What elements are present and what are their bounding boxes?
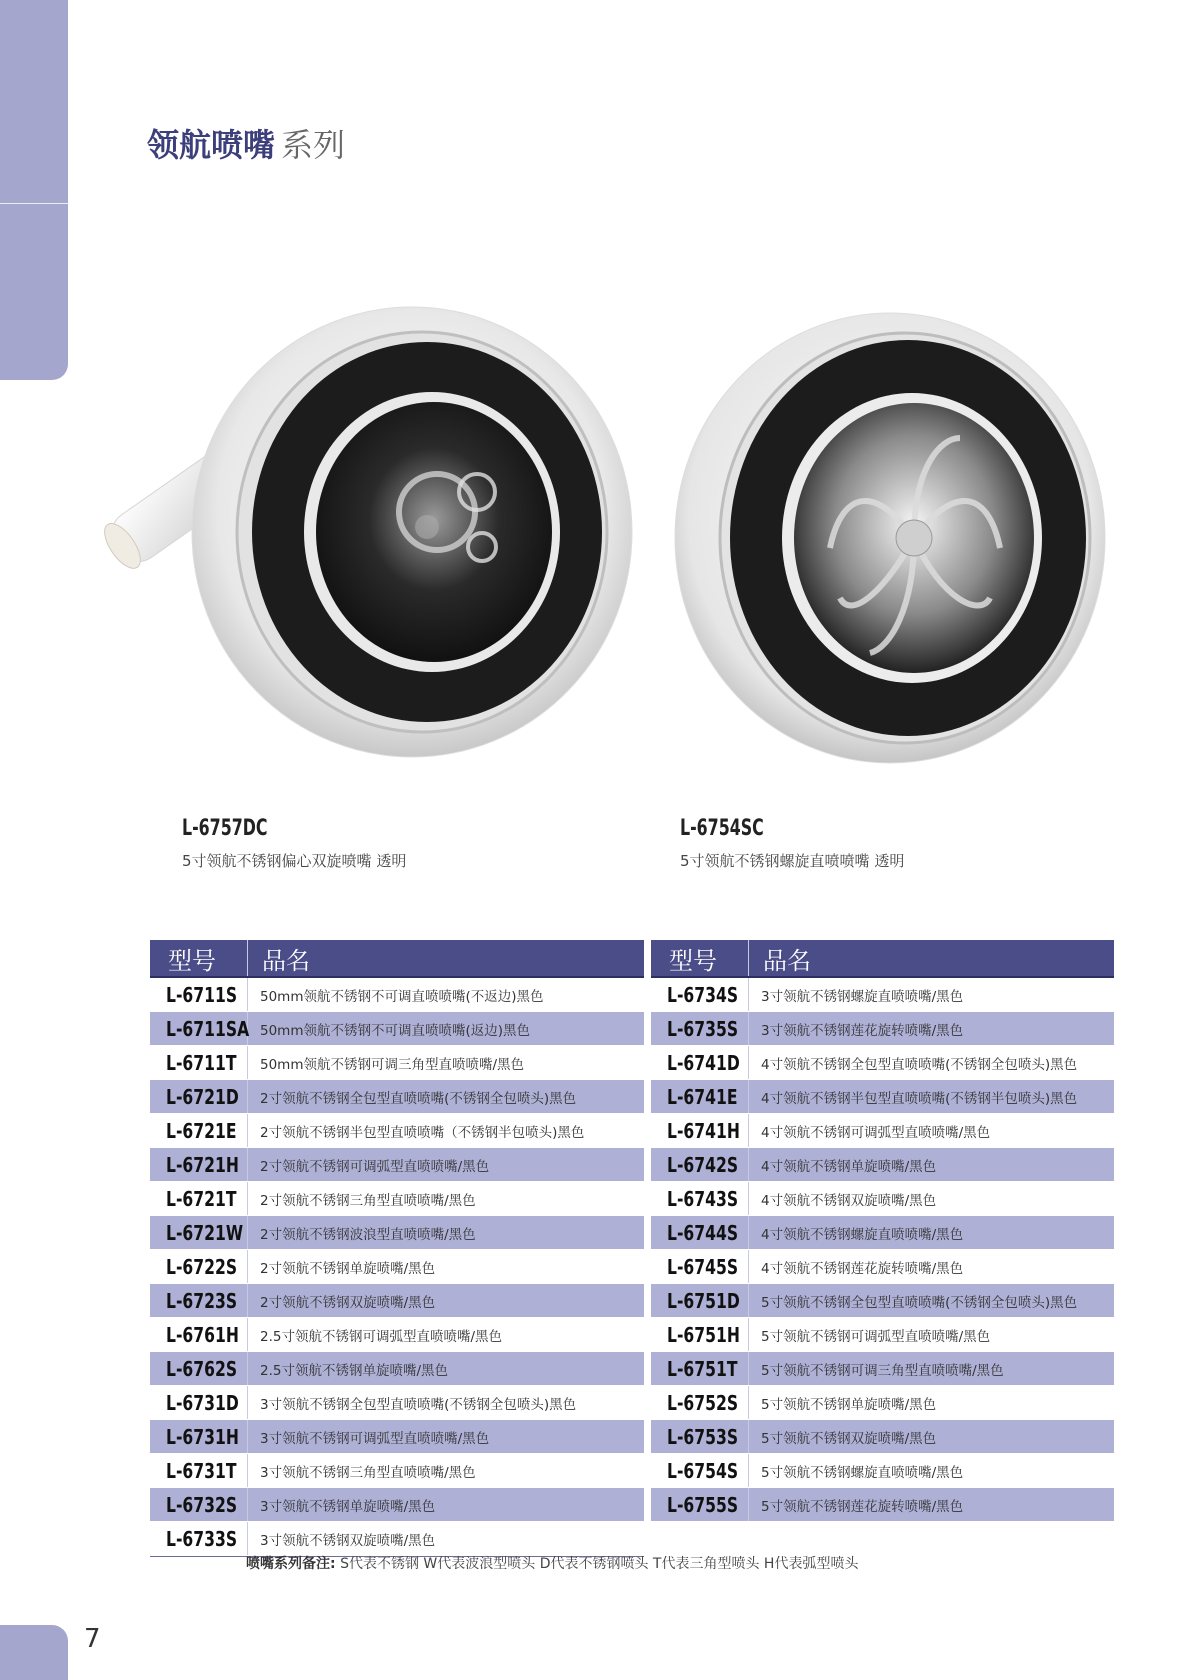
side-tab: [0, 0, 68, 380]
table-header: [150, 940, 644, 978]
model-cell: [651, 978, 749, 1011]
product-name-cell: 50mm领航不锈钢不可调直喷喷嘴(返边)黑色: [260, 1022, 531, 1039]
product-model: L-6754SC: [680, 816, 764, 841]
product-name-cell: 3寸领航不锈钢三角型直喷喷嘴/黑色: [260, 1464, 476, 1481]
model-code: L-6721T: [166, 1186, 237, 1211]
model-code: L-6723S: [166, 1288, 238, 1313]
table-row: [651, 978, 1114, 1012]
model-cell: [150, 1250, 248, 1283]
table-row: [651, 1012, 1114, 1046]
model-code: L-6752S: [667, 1390, 739, 1415]
model-code: L-6733S: [166, 1526, 238, 1551]
model-code: L-6722S: [166, 1254, 238, 1279]
table-row: [150, 1148, 644, 1182]
table-row: [651, 1454, 1114, 1488]
table-header: [651, 940, 1114, 978]
table-row: [150, 1284, 644, 1318]
model-cell: [150, 1216, 248, 1249]
table-row: [150, 1012, 644, 1046]
model-cell: [651, 1284, 749, 1317]
product-name-cell: 2寸领航不锈钢半包型直喷喷嘴（不锈钢半包喷头)黑色: [260, 1124, 585, 1141]
product-name-cell: 4寸领航不锈钢螺旋直喷喷嘴/黑色: [761, 1226, 964, 1243]
product-desc: 5寸领航不锈钢偏心双旋喷嘴 透明: [182, 852, 407, 870]
product-image-l6754sc: [660, 298, 1140, 778]
model-cell: [150, 1114, 248, 1147]
product-name-cell: 5寸领航不锈钢莲花旋转喷嘴/黑色: [761, 1498, 964, 1515]
model-code: L-6721W: [166, 1220, 244, 1245]
model-cell: [651, 1012, 749, 1045]
side-category-label: 喷嘴: [69, 110, 93, 150]
product-image-l6757dc: [92, 282, 652, 782]
header-model: 型号: [651, 940, 749, 976]
model-cell: [651, 1114, 749, 1147]
model-code: L-6751T: [667, 1356, 738, 1381]
product-caption-1: [182, 816, 406, 871]
model-code: L-6731D: [166, 1390, 239, 1415]
table-row: [150, 1114, 644, 1148]
product-model: L-6757DC: [182, 816, 268, 841]
model-cell: [150, 1488, 248, 1521]
product-name-cell: 3寸领航不锈钢螺旋直喷喷嘴/黑色: [761, 988, 964, 1005]
page-title: [147, 120, 345, 166]
table-row: [150, 1454, 644, 1488]
product-name-cell: 2.5寸领航不锈钢单旋喷嘴/黑色: [260, 1362, 449, 1379]
model-cell: [150, 1284, 248, 1317]
table-row: [651, 1046, 1114, 1080]
table-row: [150, 978, 644, 1012]
table-row: [150, 1386, 644, 1420]
model-code: L-6731H: [166, 1424, 239, 1449]
model-code: L-6751D: [667, 1288, 740, 1313]
product-name-cell: 5寸领航不锈钢全包型直喷喷嘴(不锈钢全包喷头)黑色: [761, 1294, 1078, 1311]
model-code: L-6711S: [166, 982, 238, 1007]
model-code: L-6753S: [667, 1424, 739, 1449]
model-cell: [150, 1454, 248, 1487]
side-divider: [0, 203, 68, 204]
product-name-cell: 5寸领航不锈钢可调弧型直喷喷嘴/黑色: [761, 1328, 991, 1345]
product-name-cell: 50mm领航不锈钢不可调直喷喷嘴(不返边)黑色: [260, 988, 544, 1005]
model-code: L-6711T: [166, 1050, 237, 1075]
table-row: [150, 1046, 644, 1080]
model-code: L-6742S: [667, 1152, 739, 1177]
page-number: 7: [84, 1624, 101, 1654]
product-name-cell: 2寸领航不锈钢全包型直喷喷嘴(不锈钢全包喷头)黑色: [260, 1090, 577, 1107]
model-cell: [150, 1148, 248, 1181]
table-body: [150, 978, 644, 1556]
model-cell: [150, 1522, 248, 1555]
model-cell: [150, 1046, 248, 1079]
model-cell: [150, 1318, 248, 1351]
product-name-cell: 4寸领航不锈钢单旋喷嘴/黑色: [761, 1158, 937, 1175]
model-cell: [651, 1182, 749, 1215]
product-caption-2: [680, 816, 904, 871]
model-code: L-6762S: [166, 1356, 238, 1381]
header-name: 品名: [763, 946, 811, 975]
model-code: L-6741H: [667, 1118, 740, 1143]
table-row: [651, 1352, 1114, 1386]
model-cell: [150, 1420, 248, 1453]
side-series-label: 领航系列: [69, 218, 93, 298]
note-text: S代表不锈钢 W代表波浪型喷头 D代表不锈钢喷头 T代表三角型喷头 H代表弧型喷头: [340, 1556, 859, 1572]
product-name-cell: 4寸领航不锈钢可调弧型直喷喷嘴/黑色: [761, 1124, 991, 1141]
product-name-cell: 5寸领航不锈钢螺旋直喷喷嘴/黑色: [761, 1464, 964, 1481]
product-name-cell: 3寸领航不锈钢可调弧型直喷喷嘴/黑色: [260, 1430, 490, 1447]
table-row: [651, 1250, 1114, 1284]
table-row: [651, 1148, 1114, 1182]
model-cell: [150, 1012, 248, 1045]
product-table-left: [150, 940, 644, 1557]
product-name-cell: 2寸领航不锈钢三角型直喷喷嘴/黑色: [260, 1192, 476, 1209]
product-name-cell: 4寸领航不锈钢半包型直喷喷嘴(不锈钢半包喷头)黑色: [761, 1090, 1078, 1107]
product-name-cell: 4寸领航不锈钢莲花旋转喷嘴/黑色: [761, 1260, 964, 1277]
table-row: [651, 1114, 1114, 1148]
model-code: L-6755S: [667, 1492, 739, 1517]
model-code: L-6734S: [667, 982, 739, 1007]
model-code: L-6735S: [667, 1016, 739, 1041]
product-name-cell: 5寸领航不锈钢双旋喷嘴/黑色: [761, 1430, 937, 1447]
model-code: L-6745S: [667, 1254, 739, 1279]
table-row: [150, 1182, 644, 1216]
model-cell: [651, 1046, 749, 1079]
product-name-cell: 4寸领航不锈钢全包型直喷喷嘴(不锈钢全包喷头)黑色: [761, 1056, 1078, 1073]
model-cell: [150, 1182, 248, 1215]
series-note: [246, 1553, 858, 1573]
product-name-cell: 4寸领航不锈钢双旋喷嘴/黑色: [761, 1192, 937, 1209]
model-cell: [150, 978, 248, 1011]
header-name: 品名: [262, 946, 310, 975]
model-code: L-6721E: [166, 1118, 237, 1143]
bottom-tab: [0, 1625, 68, 1680]
model-cell: [651, 1318, 749, 1351]
note-label: 喷嘴系列备注:: [246, 1556, 336, 1572]
product-name-cell: 2寸领航不锈钢可调弧型直喷喷嘴/黑色: [260, 1158, 490, 1175]
model-cell: [651, 1454, 749, 1487]
table-row: [651, 1284, 1114, 1318]
model-cell: [651, 1352, 749, 1385]
product-name-cell: 3寸领航不锈钢全包型直喷喷嘴(不锈钢全包喷头)黑色: [260, 1396, 577, 1413]
model-cell: [651, 1386, 749, 1419]
model-code: L-6741D: [667, 1050, 740, 1075]
model-cell: [651, 1250, 749, 1283]
model-cell: [651, 1488, 749, 1521]
product-desc: 5寸领航不锈钢螺旋直喷喷嘴 透明: [680, 852, 905, 870]
table-row: [651, 1216, 1114, 1250]
model-code: L-6731T: [166, 1458, 237, 1483]
table-row: [651, 1182, 1114, 1216]
product-table-right: [651, 940, 1114, 1522]
model-cell: [150, 1352, 248, 1385]
product-name-cell: 2寸领航不锈钢双旋喷嘴/黑色: [260, 1294, 436, 1311]
product-name-cell: 2寸领航不锈钢波浪型直喷喷嘴/黑色: [260, 1226, 476, 1243]
table-row: [150, 1318, 644, 1352]
product-name-cell: 3寸领航不锈钢莲花旋转喷嘴/黑色: [761, 1022, 964, 1039]
model-code: L-6732S: [166, 1492, 238, 1517]
product-name-cell: 3寸领航不锈钢双旋喷嘴/黑色: [260, 1532, 436, 1549]
page-title-main: 领航喷嘴: [147, 126, 276, 164]
table-body: [651, 978, 1114, 1522]
product-name-cell: 50mm领航不锈钢可调三角型直喷喷嘴/黑色: [260, 1056, 525, 1073]
page-title-sub: 系列: [281, 126, 346, 164]
model-code: L-6744S: [667, 1220, 739, 1245]
product-name-cell: 5寸领航不锈钢单旋喷嘴/黑色: [761, 1396, 937, 1413]
table-row: [150, 1420, 644, 1454]
product-name-cell: 5寸领航不锈钢可调三角型直喷喷嘴/黑色: [761, 1362, 1004, 1379]
table-row: [150, 1522, 644, 1556]
product-name-cell: 3寸领航不锈钢单旋喷嘴/黑色: [260, 1498, 436, 1515]
table-row: [651, 1488, 1114, 1522]
table-row: [651, 1420, 1114, 1454]
model-code: L-6711SA: [166, 1016, 250, 1041]
table-row: [150, 1352, 644, 1386]
table-row: [150, 1216, 644, 1250]
table-row: [150, 1250, 644, 1284]
model-cell: [150, 1386, 248, 1419]
header-model: 型号: [150, 940, 248, 976]
model-cell: [651, 1216, 749, 1249]
model-cell: [651, 1420, 749, 1453]
table-row: [651, 1080, 1114, 1114]
product-name-cell: 2.5寸领航不锈钢可调弧型直喷喷嘴/黑色: [260, 1328, 503, 1345]
model-code: L-6754S: [667, 1458, 739, 1483]
table-row: [150, 1488, 644, 1522]
model-code: L-6741E: [667, 1084, 738, 1109]
model-code: L-6751H: [667, 1322, 740, 1347]
product-name-cell: 2寸领航不锈钢单旋喷嘴/黑色: [260, 1260, 436, 1277]
model-cell: [651, 1080, 749, 1113]
model-code: L-6721H: [166, 1152, 239, 1177]
model-code: L-6761H: [166, 1322, 239, 1347]
table-row: [150, 1080, 644, 1114]
model-cell: [150, 1080, 248, 1113]
table-row: [651, 1318, 1114, 1352]
model-code: L-6743S: [667, 1186, 739, 1211]
model-cell: [651, 1148, 749, 1181]
model-code: L-6721D: [166, 1084, 239, 1109]
table-row: [651, 1386, 1114, 1420]
